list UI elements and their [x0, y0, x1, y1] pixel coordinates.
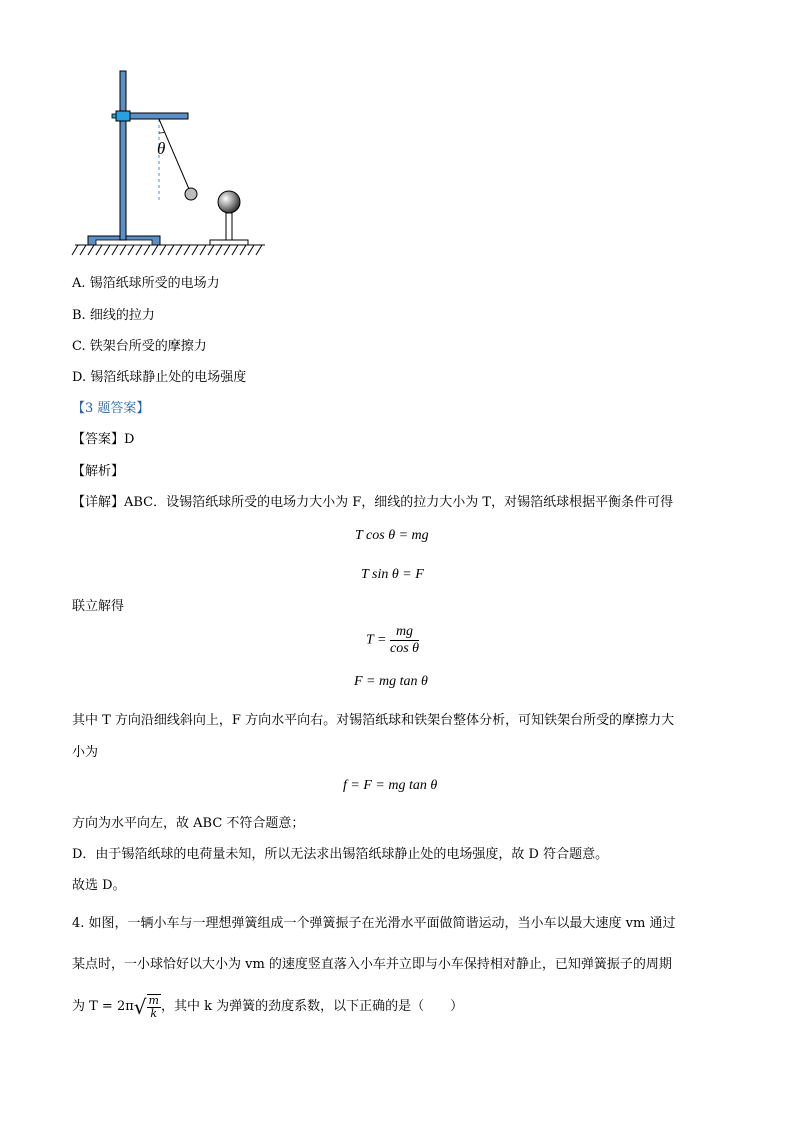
- option-d: D. 锡箔纸球静止处的电场强度: [72, 370, 247, 385]
- detail-intro: 【详解】ABC．设锡箔纸球所受的电场力大小为 F，细线的拉力大小为 T，对锡箔纸球根据平衡条件可得: [72, 495, 674, 510]
- sqrt-sign: √: [133, 995, 147, 1019]
- equation-5: f = F = mg tan θ: [343, 778, 438, 793]
- option-a: A. 锡箔纸球所受的电场力: [72, 276, 220, 291]
- equation-3: [366, 624, 419, 657]
- option-b: B. 细线的拉力: [72, 308, 155, 323]
- q4-line3: [72, 994, 463, 1020]
- physics-figure: [70, 65, 270, 265]
- q4-line2: 某点时，一小球恰好以大小为 vm 的速度竖直落入小车并立即与小车保持相对静止，已知弹簧振子的周期: [72, 957, 672, 972]
- equation-4: F = mg tan θ: [354, 674, 428, 689]
- q4-line1: 4. 如图，一辆小车与一理想弹簧组成一个弹簧振子在光滑水平面做简谐运动，当小车以最大速度 vm 通过: [72, 916, 676, 931]
- equation-3-numerator: mg: [390, 624, 419, 641]
- q4-sqrt-numerator: m: [148, 994, 159, 1007]
- sphere-post: [226, 213, 232, 240]
- q4-line3-post: ，其中 k 为弹簧的劲度系数，以下正确的是（ ）: [160, 999, 464, 1014]
- angle-theta-label: θ: [157, 139, 166, 158]
- equation-3-lhs: T =: [366, 632, 387, 648]
- q4-sqrt-fraction: [147, 994, 161, 1020]
- sphere-base: [210, 240, 248, 245]
- para3: D．由于锡箔纸球的电荷量未知，所以无法求出锡箔纸球静止处的电场强度，故 D 符合题意。: [72, 847, 609, 862]
- charged-sphere: [218, 191, 240, 213]
- para2: 方向为水平向左，故 ABC 不符合题意；: [72, 816, 305, 831]
- stand-arm: [130, 113, 188, 119]
- q4-line3-pre: 为 T = 2π: [72, 999, 134, 1014]
- stand-rod: [120, 71, 126, 240]
- para1-line1: 其中 T 方向沿细线斜向上，F 方向水平向右。对锡箔纸球和铁架台整体分析，可知铁架台所受的摩擦力大: [72, 713, 675, 728]
- equation-3-denominator: cos θ: [389, 641, 420, 656]
- conclusion: 故选 D。: [72, 878, 126, 893]
- answer-header: 【3 题答案】: [72, 401, 150, 416]
- ground: [72, 245, 265, 255]
- solve-label: 联立解得: [72, 599, 125, 614]
- para1-line2: 小为: [72, 745, 99, 760]
- q4-sqrt-denominator: k: [150, 1007, 158, 1020]
- equation-3-fraction: [390, 624, 419, 657]
- equation-1: T cos θ = mg: [355, 528, 429, 543]
- option-c: C. 铁架台所受的摩擦力: [72, 339, 207, 354]
- analysis-header: 【解析】: [72, 464, 125, 479]
- stand-clamp: [116, 111, 130, 121]
- answer-line: 【答案】D: [72, 432, 135, 447]
- foil-ball: [185, 188, 197, 200]
- equation-2: T sin θ = F: [361, 567, 424, 582]
